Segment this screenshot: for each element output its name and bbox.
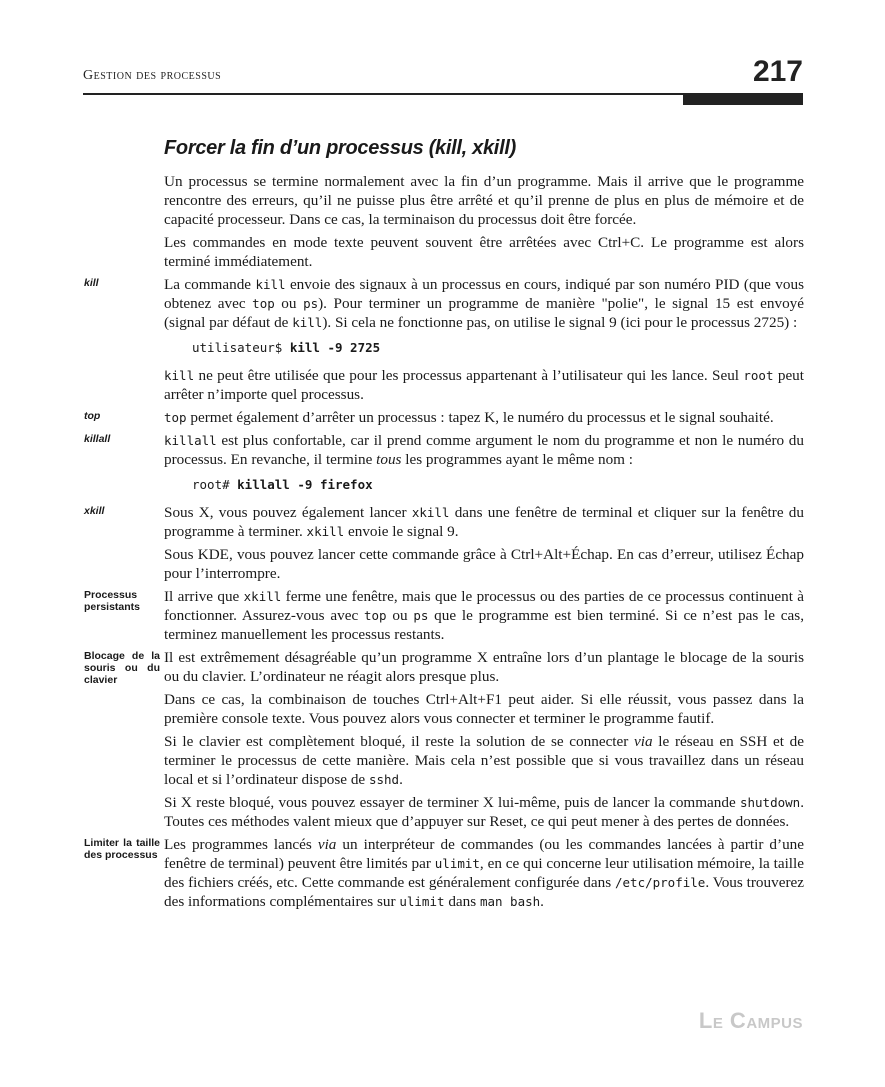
paragraph-shutdown: Si X reste bloqué, vous pouvez essayer de terminer X lui-même, puis de lancer la commande shutdown. Toutes ces méthodes valent mieux que d’appuyer sur Reset, ce qui peut mener à des pertes de données. xyxy=(164,794,804,830)
margin-note-processus-persistants: Processus persistants xyxy=(84,589,141,613)
inline-code: xkill xyxy=(243,589,282,604)
paragraph-ctrl-c: Les commandes en mode texte peuvent souvent être arrêtées avec Ctrl+C. Le programme est alors terminé immédiatement. xyxy=(164,234,804,270)
inline-code: kill xyxy=(292,315,323,330)
inline-code: ulimit xyxy=(434,856,480,871)
inline-code: root xyxy=(743,368,774,383)
inline-code: /etc/profile xyxy=(615,875,706,890)
margin-note-limiter: Limiter la taille des processus xyxy=(84,837,160,861)
inline-code: ulimit xyxy=(399,894,445,909)
paragraph-killall: killall killall est plus confortable, car il prend comme argument le nom du programme et non le numéro du processus. En revanche, il termine tous les programmes ayant le même nom : xyxy=(84,432,804,468)
running-head: Gestion des processus xyxy=(83,68,222,83)
paragraph-ctrl-alt-f1: Dans ce cas, la combinaison de touches Ctrl+Alt+F1 peut aider. Si elle réussit, vous passez dans la première console texte. Vous pouvez alors vous connecter et terminer le programme fautif. xyxy=(164,691,804,727)
inline-code: killall xyxy=(164,433,217,448)
paragraph-kde: Sous KDE, vous pouvez lancer cette commande grâce à Ctrl+Alt+Échap. En cas d’erreur, utilisez Échap pour l’interrompre. xyxy=(164,546,804,582)
code-example-killall: root# killall -9 firefox xyxy=(192,477,373,492)
publisher-logo: Le Campus xyxy=(698,1008,803,1033)
inline-code: shutdown xyxy=(739,795,801,810)
paragraph-persistants: Processus persistants Il arrive que xkill ferme une fenêtre, mais que le processus ou des parties de ce processus continuent à fonctionner. Assurez-vous avec top ou ps que le programme est bien terminé. Si ce n’est pas le cas, terminez manuellement les processus restants. xyxy=(84,588,804,643)
paragraph-xkill: xkill Sous X, vous pouvez également lancer xkill dans une fenêtre de terminal et cliquer sur la fenêtre du programme à terminer. xkill envoie le signal 9. xyxy=(84,504,804,540)
inline-code: ps xyxy=(413,608,429,623)
page-body xyxy=(84,172,805,915)
margin-note-kill: kill xyxy=(84,277,99,289)
inline-code: xkill xyxy=(306,524,345,539)
paragraph-kill-root: kill ne peut être utilisée que pour les processus appartenant à l’utilisateur qui les lance. Seul root peut arrêter n’importe quel processus. xyxy=(164,367,804,403)
inline-code: top xyxy=(252,296,275,311)
inline-code: xkill xyxy=(411,505,450,520)
paragraph-kill: kill La commande kill envoie des signaux à un processus en cours, indiqué par son numéro PID (que vous obtenez avec top ou ps). Pour terminer un programme de manière "polie", le signal 15 est envoyé (signal par défaut de kill). Si cela ne fonctionne pas, on utilise le signal 9 (ici pour le processus 2725) : xyxy=(84,276,804,331)
paragraph-intro: Un processus se termine normalement avec la fin d’un programme. Mais il arrive que le programme rencontre des erreurs, qu’il ne puisse plus être arrêté et qu’il prenne de plus en plus de mémoire et de capacité processeur. Dans ce cas, la terminaison du processus doit être forcée. xyxy=(164,173,804,228)
code-example-kill: utilisateur$ kill -9 2725 xyxy=(192,340,381,355)
inline-code: kill xyxy=(164,368,195,383)
paragraph-ssh: Si le clavier est complètement bloqué, il reste la solution de se connecter via le réseau en SSH et de terminer le processus de cette manière. Mais cela n’est possible que si vous travaillez dans un réseau local et si l’ordinateur dispose de sshd. xyxy=(164,733,804,788)
margin-note-blocage: Blocage de la souris ou du clavier xyxy=(84,650,160,686)
paragraph-top: top top permet également d’arrêter un processus : tapez K, le numéro du processus et le signal souhaité. xyxy=(84,409,774,426)
margin-note-killall: killall xyxy=(84,433,111,445)
paragraph-ulimit: Limiter la taille des processus Les programmes lancés via un interpréteur de commandes (ou les commandes lancées à partir d’une fenêtre de terminal) peuvent être limités par ulimit, en ce qui concerne leur utilisation mémoire, la taille des fichiers créés, etc. Cette commande est généralement configurée dans /etc/profile. Vous trouverez des informations complémentaires sur ulimit dans man bash. xyxy=(84,836,805,910)
page-number: 217 xyxy=(752,55,803,88)
margin-note-top: top xyxy=(84,410,101,422)
paragraph-blocage: Blocage de la souris ou du clavier Il est extrêmement désagréable qu’un programme X entraîne lors d’un plantage le blocage de la souris ou du clavier. L’ordinateur ne réagit alors presque plus. xyxy=(84,649,804,686)
margin-note-xkill: xkill xyxy=(84,505,105,517)
inline-code: man bash xyxy=(479,894,541,909)
inline-code: kill xyxy=(255,277,286,292)
inline-code: ps xyxy=(303,296,319,311)
section-title: Forcer la fin d’un processus (kill, xkill) xyxy=(164,137,516,159)
inline-code: top xyxy=(363,608,387,623)
inline-code: top xyxy=(164,410,187,425)
header-block xyxy=(683,93,803,105)
inline-code: sshd xyxy=(368,772,400,787)
